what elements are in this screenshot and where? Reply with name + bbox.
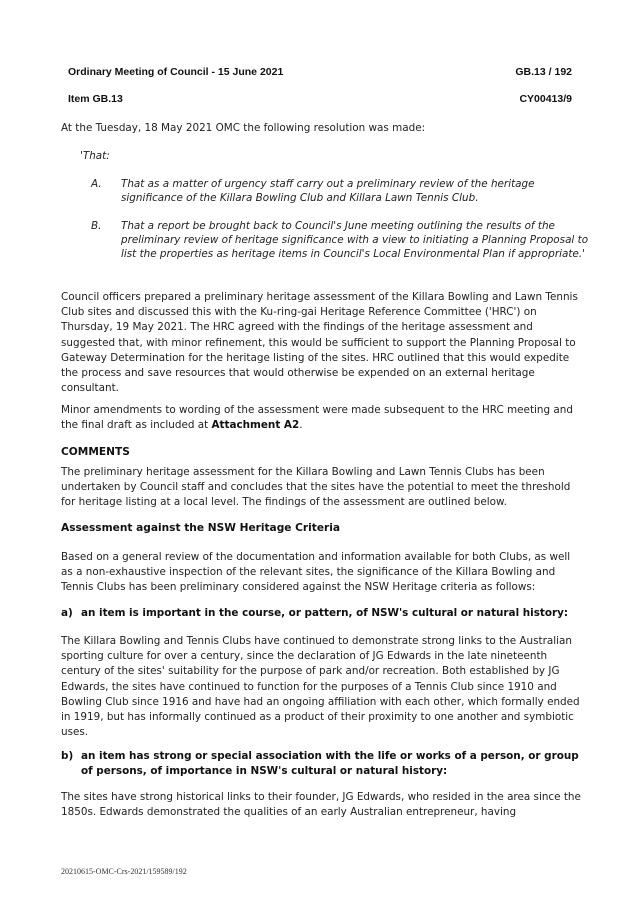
criterion-letter: b) [61,750,74,762]
criterion-title: an item has strong or special association with the life or works of a person, or group of persons, of importance in NSW's cultural or natural history: [81,750,579,778]
comments-heading: COMMENTS [61,446,130,458]
item-number: Item GB.13 [68,93,123,105]
resolution-item-letter: B. [91,220,102,232]
criterion-b-paragraph: The sites have strong historical links to their founder, JG Edwards, who resided in the area since the 1850s. Edwards demonstrated the qualities of an early Australian entrepreneur, having [61,791,581,819]
page-reference: GB.13 / 192 [515,66,572,78]
criterion-a-paragraph: The Killara Bowling and Tennis Clubs have continued to demonstrate strong links to the Australian sporting culture for over a century, since the declaration of JG Edwards in the late nineteenth century of the sites' suitability for the purpose of park and/or recreation. Both established by JG Edwards, the sites have continued to function for the purposes of a Tennis Club since 1910 and Bowling Club since 1916 and have had an ongoing affiliation with each other, which formally ended in 1919, but has informally continued as a product of their proximity to one another and symbiotic uses. [61,635,580,739]
officers-paragraph: Council officers prepared a preliminary heritage assessment of the Killara Bowling and Lawn Tennis Club sites and discussed this with the Ku-ring-gai Heritage Reference Committee ('HRC') on Thursday, 19 May 2021. The HRC agreed with the findings of the heritage assessment and suggested that, with minor refinement, this would be sufficient to support the Planning Proposal to Gateway Determination for the heritage listing of the sites. HRC outlined that this would expedite the process and save resources that would otherwise be expended on an external heritage consultant. [61,291,578,395]
resolution-item-text: That a report be brought back to Council's June meeting outlining the results of the preliminary review of heritage significance with a view to initiating a Planning Proposal to list the properties as heritage items in Council's Local Environmental Plan if appropriate.' [121,220,589,261]
intro-paragraph: At the Tuesday, 18 May 2021 OMC the following resolution was made: [61,122,426,134]
comments-paragraph: The preliminary heritage assessment for the Killara Bowling and Lawn Tennis Clubs has been undertaken by Council staff and concludes that the sites have the potential to meet the threshold for heritage listing at a local level. The findings of the assessment are outlined below. [61,466,571,509]
criterion-title: an item is important in the course, or pattern, of NSW's cultural or natural history: [81,607,569,619]
assessment-heading: Assessment against the NSW Heritage Criteria [61,522,341,534]
file-reference: CY00413/9 [519,93,572,105]
amendments-end: . [299,419,303,432]
amendments-paragraph [61,403,581,433]
meeting-title: Ordinary Meeting of Council - 15 June 2021 [68,66,284,78]
assessment-paragraph: Based on a general review of the documentation and information available for both Clubs, as well as a non-exhaustive inspection of the relevant sites, the significance of the Killara Bowling and Tennis Clubs has been preliminary considered against the NSW Heritage criteria as follows: [61,551,571,594]
resolution-item-letter: A. [91,178,102,190]
attachment-link[interactable]: Attachment A2 [211,419,300,432]
resolution-that-label: 'That: [80,150,110,162]
amendments-text: Minor amendments to wording of the assessment were made subsequent to the HRC meeting and the final draft as included at [61,404,573,432]
criterion-letter: a) [61,607,73,619]
document-footer: 20210615-OMC-Crs-2021/159589/192 [61,867,187,876]
resolution-item-text: That as a matter of urgency staff carry out a preliminary review of the heritage significance of the Killara Bowling Club and Killara Lawn Tennis Club. [121,178,535,205]
